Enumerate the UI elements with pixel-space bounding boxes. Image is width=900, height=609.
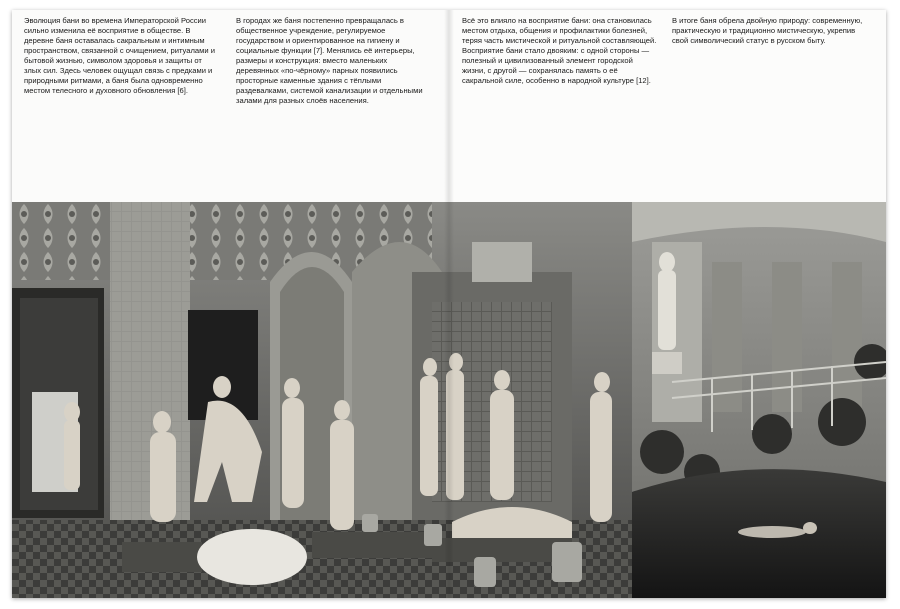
page-gutter [444, 10, 454, 598]
text-column-2: В городах же баня постепенно превращалась в общественное учреждение, регулируемое государством и ориентированное на гигиену и социальные функции [7]. Менялись её интерьеры, размеры и конструкция: вместо маленьких деревянных «по‑чёрному» парных появились просторные каменные здания с тёплыми раздевалками, системой канализации и отдельными залами для разных слоёв населения. [236, 16, 423, 105]
text-column-3: Всё это влияло на восприятие бани: она становилась местом отдыха, общения и профилактики болезней, теряя часть мистической и ритуальной составляющей. Восприятие бани стало двояким: с одной стороны — полезный и цивилизованный элемент городской жизни, с другой — сохранялась память о её сакральной силе, особенно в народной культуре [12]. [462, 16, 657, 85]
magazine-spread [12, 10, 886, 598]
text-column-4: В итоге баня обрела двойную природу: современную, практическую и традиционно мистическую, укрепив свой символический статус в русском быту. [672, 16, 863, 45]
text-column-1: Эволюция бани во времена Императорской России сильно изменила её восприятие в обществе. В деревне баня оставалась сакральным и интимным пространством, связанной с очищением, ритуалами и бытовой жизнью, символом здоровья и защиты от злых сил. Здесь человек ощущал связь с предками и природными ритмами, а баня была одновременно местом телесного и духовного обновления [6]. [24, 16, 215, 95]
